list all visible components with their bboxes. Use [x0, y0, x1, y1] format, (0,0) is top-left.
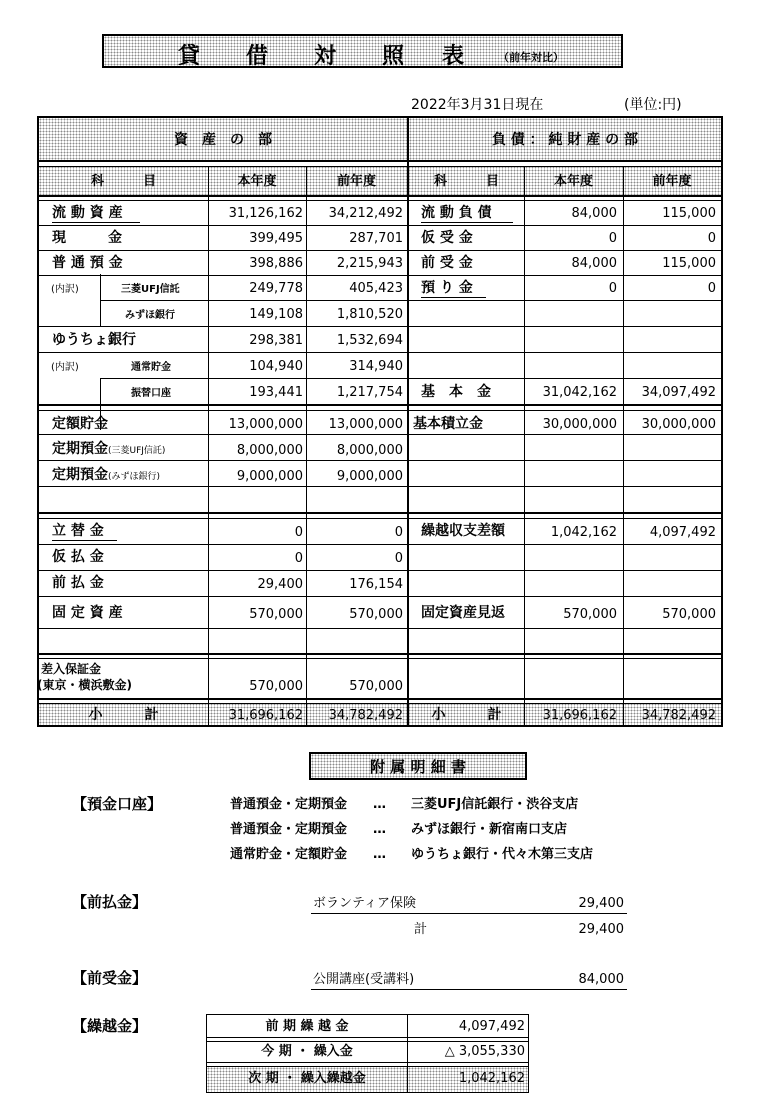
futsuu-current: 398,886	[249, 256, 303, 271]
col-prior-assets: 前年度	[336, 174, 376, 189]
kihonkin-current: 31,042,162	[542, 385, 617, 400]
sashiire-label-2: (東京・横浜敷金)	[37, 678, 132, 692]
kihonkin-label: 基 本 金	[421, 384, 491, 400]
ryudo-shisan-label: 流 動 資 産	[52, 205, 123, 221]
furikae-label: 振替口座	[131, 388, 171, 399]
kihontsumitate-label: 基本積立金	[413, 416, 483, 432]
prepaid-total-label: 計	[414, 922, 428, 937]
carry-current-value: △ 3,055,330	[444, 1044, 525, 1059]
uchiwake2-label: (内訳)	[51, 362, 79, 373]
ryudo-fusai-label: 流 動 負 債	[421, 205, 492, 221]
mizuho-current: 149,108	[249, 307, 303, 322]
maeuke-label: 前 受 金	[421, 255, 473, 271]
appendix-title-box	[309, 752, 527, 780]
title-char-4: 照	[382, 44, 405, 69]
sashiire-current: 570,000	[249, 679, 303, 694]
kihonkin-prior: 34,097,492	[641, 385, 716, 400]
document-title	[102, 34, 623, 68]
title-subtitle: （前年対比）	[498, 51, 564, 64]
appendix-title: 附 属 明 細 書	[370, 758, 466, 776]
kariuke-prior: 0	[707, 231, 716, 246]
carry-prior-value: 4,097,492	[458, 1019, 525, 1034]
deposit-bank-1: 三菱UFJ信託銀行・渋谷支店	[411, 797, 579, 812]
karibarai-current: 0	[294, 551, 303, 566]
deposit-dots-3: …	[373, 847, 386, 862]
koteimikaeshi-label: 固定資産見返	[421, 605, 505, 621]
maeuke-prior: 115,000	[662, 256, 716, 271]
title-char-5: 表	[442, 44, 465, 69]
teiki2-current: 9,000,000	[236, 469, 303, 484]
liab-subtotal-prior: 34,782,492	[641, 708, 716, 723]
title-char-3: 対	[314, 44, 337, 69]
prepaid-amount: 29,400	[578, 896, 624, 911]
ryudo-shisan-prior: 34,212,492	[328, 206, 403, 221]
furikae-current: 193,441	[249, 385, 303, 400]
karibarai-label: 仮 払 金	[52, 549, 104, 565]
teiki1-prior: 8,000,000	[336, 443, 403, 458]
carry-table	[206, 1014, 529, 1093]
maebarai-current: 29,400	[257, 577, 303, 592]
ryudo-fusai-current: 84,000	[571, 206, 617, 221]
teiki2-label: 定期預金(みずほ銀行)	[52, 467, 161, 483]
ryudo-fusai-prior: 115,000	[662, 206, 716, 221]
azukari-current: 0	[608, 281, 617, 296]
futsuu-label: 普 通 預 金	[52, 255, 123, 271]
deposit-type-1: 普通預金・定期預金	[230, 797, 348, 812]
prepaid-total: 29,400	[578, 922, 624, 937]
col-prior-liab: 前年度	[652, 174, 692, 189]
kurikoshi-current: 1,042,162	[550, 525, 617, 540]
koteimikaeshi-prior: 570,000	[662, 607, 716, 622]
yucho-label: ゆうちょ銀行	[52, 332, 136, 348]
mufg-label: 三菱UFJ信託	[121, 284, 180, 295]
deposit-type-3: 通常貯金・定額貯金	[230, 847, 348, 862]
advance-heading: 【前受金】	[72, 969, 148, 987]
title-char-1: 貸	[178, 44, 201, 69]
mufg-current: 249,778	[249, 281, 303, 296]
yucho-prior: 1,532,694	[336, 333, 403, 348]
deposit-dots-1: …	[373, 797, 386, 812]
title-char-2: 借	[246, 44, 269, 69]
liabilities-section-header: 負 債 ： 純 財 産 の 部	[491, 132, 639, 148]
mizuho-label: みずほ銀行	[125, 310, 175, 321]
tsujo-current: 104,940	[249, 359, 303, 374]
carry-prior-label: 前 期 繰 越 金	[265, 1019, 349, 1034]
deposit-bank-3: ゆうちょ銀行・代々木第三支店	[411, 847, 594, 862]
carry-heading: 【繰越金】	[72, 1017, 148, 1035]
azukari-prior: 0	[707, 281, 716, 296]
karibarai-prior: 0	[394, 551, 403, 566]
assets-subtotal-current: 31,696,162	[228, 708, 303, 723]
liab-subtotal-current: 31,696,162	[542, 708, 617, 723]
kihontsumitate-prior: 30,000,000	[641, 417, 716, 432]
kariuke-current: 0	[608, 231, 617, 246]
futsuu-prior: 2,215,943	[336, 256, 403, 271]
carry-current-label: 今 期 ・ 繰入金	[261, 1044, 353, 1059]
sashiire-label-1: 差入保証金	[41, 662, 102, 676]
kariuke-label: 仮 受 金	[421, 230, 473, 246]
deposit-heading: 【預金口座】	[72, 795, 163, 813]
mufg-prior: 405,423	[349, 281, 403, 296]
maebarai-label: 前 払 金	[52, 575, 104, 591]
tatekae-current: 0	[294, 525, 303, 540]
ryudo-shisan-current: 31,126,162	[228, 206, 303, 221]
tsujo-label: 通常貯金	[131, 362, 171, 373]
kotei-label: 固 定 資 産	[52, 605, 123, 621]
liab-subtotal-label: 小 計	[431, 707, 502, 723]
kurikoshi-label: 繰越収支差額	[421, 523, 505, 539]
maeuke-current: 84,000	[571, 256, 617, 271]
kotei-current: 570,000	[249, 607, 303, 622]
sashiire-prior: 570,000	[349, 679, 403, 694]
carry-next-label: 次 期 ・ 繰入繰越金	[248, 1071, 366, 1086]
col-subject-liab: 科 目	[433, 174, 499, 189]
genkin-prior: 287,701	[349, 231, 403, 246]
advance-amount: 84,000	[578, 972, 624, 987]
col-current-assets: 本年度	[237, 174, 277, 189]
yucho-current: 298,381	[249, 333, 303, 348]
tatekae-label: 立 替 金	[52, 523, 104, 539]
assets-section-header: 資 産 の 部	[174, 132, 272, 148]
azukari-label: 預 り 金	[421, 280, 473, 296]
prepaid-item: ボランティア保険	[313, 896, 416, 911]
unit-label: (単位:円)	[624, 97, 682, 113]
tatekae-prior: 0	[394, 525, 403, 540]
koteimikaeshi-current: 570,000	[563, 607, 617, 622]
carry-next-value: 1,042,162	[458, 1071, 525, 1086]
deposit-bank-2: みずほ銀行・新宿南口支店	[411, 822, 568, 837]
assets-subtotal-prior: 34,782,492	[328, 708, 403, 723]
col-current-liab: 本年度	[553, 174, 593, 189]
teiki2-prior: 9,000,000	[336, 469, 403, 484]
teigaku-prior: 13,000,000	[328, 417, 403, 432]
col-subject-assets: 科 目	[90, 174, 156, 189]
assets-subtotal-label: 小 計	[88, 707, 159, 723]
deposit-dots-2: …	[373, 822, 386, 837]
balance-sheet-table	[37, 116, 723, 727]
teiki1-current: 8,000,000	[236, 443, 303, 458]
tsujo-prior: 314,940	[349, 359, 403, 374]
genkin-current: 399,495	[249, 231, 303, 246]
teigaku-label: 定額貯金	[52, 416, 108, 432]
deposit-type-2: 普通預金・定期預金	[230, 822, 348, 837]
genkin-label: 現 金	[52, 230, 122, 246]
furikae-prior: 1,217,754	[336, 385, 403, 400]
kihontsumitate-current: 30,000,000	[542, 417, 617, 432]
maebarai-prior: 176,154	[349, 577, 403, 592]
kotei-prior: 570,000	[349, 607, 403, 622]
mizuho-prior: 1,810,520	[336, 307, 403, 322]
prepaid-heading: 【前払金】	[72, 893, 148, 911]
uchiwake-label: (内訳)	[51, 284, 79, 295]
teiki1-label: 定期預金(三菱UFJ信託)	[52, 441, 166, 457]
advance-item: 公開講座(受講料)	[313, 972, 415, 987]
report-date: 2022年3月31日現在	[411, 97, 544, 113]
teigaku-current: 13,000,000	[228, 417, 303, 432]
kurikoshi-prior: 4,097,492	[649, 525, 716, 540]
